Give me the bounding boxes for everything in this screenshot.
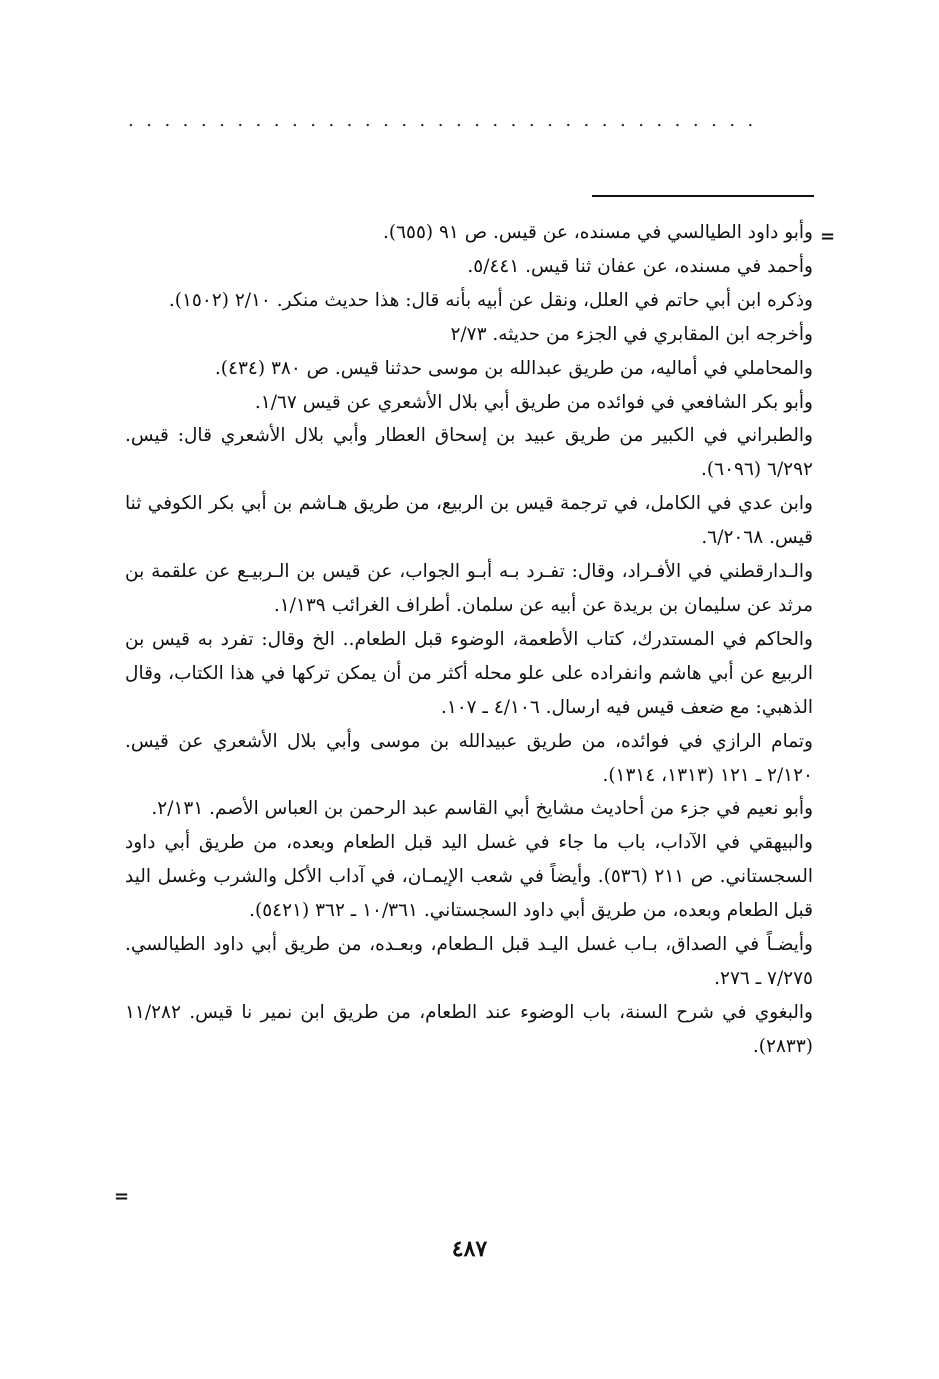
footnote-line: وأبو بكر الشافعي في فوائده من طريق أبي بلال الأشعري عن قيس ١/٦٧. xyxy=(254,391,813,413)
page-number: ٤٨٧ xyxy=(451,1236,488,1262)
footnote-line: وأخرجه ابن المقابري في الجزء من حديثه. ٢/٧٣ xyxy=(450,323,813,345)
footnote-line: والطبراني في الكبير من طريق عبيد بن إسحاق العطار وأبي بلال الأشعري قال: قيس. ٦/٢٩٢ (٦٠٩٦). xyxy=(125,425,813,481)
footnote-line: وأيضـاً في الصداق، بـاب غسل اليـد قبل الـطعام، وبعـده، من طريق أبي داود الطيالسي. ٧/٢٧٥ ـ ٢٧٦. xyxy=(125,934,813,989)
footnote-line: وذكره ابن أبي حاتم في العلل، ونقل عن أبيه بأنه قال: هذا حديث منكر. ٢/١٠ (١٥٠٢). xyxy=(168,289,813,311)
footnote-line: والحاكم في المستدرك، كتاب الأطعمة، الوضوء قبل الطعام.. الخ وقال: تفرد به قيس بن الربيع عن أبي هاشم وانفراده على علو محله أكثر من أن يمكن تركها في هذا الكتاب، وقال الذهبي: مع ضعف قيس فيه ارسال. ٤/١٠٦ ـ ١٠٧. xyxy=(125,628,813,718)
footnote-separator-rule xyxy=(592,195,814,197)
footnote-line: والمحاملي في أماليه، من طريق عبدالله بن موسى حدثنا قيس. ص ٣٨٠ (٤٣٤). xyxy=(214,357,813,379)
footnote-line: وتمام الرازي في فوائده، من طريق عبيدالله بن موسى وأبي بلال الأشعري عن قيس. ٢/١٢٠ ـ ١٢١ (١٣١٣، ١٣١٤). xyxy=(125,730,813,786)
footnote-line: وابن عدي في الكامل، في ترجمة قيس بن الربيع، من طريق هـاشم بن أبي بكر الكوفي ثنا قيس. ٦/٢٠٦٨. xyxy=(125,493,813,549)
footnote-line: والـدارقطني في الأفـراد، وقال: تفـرد بـه أبـو الجواب، عن قيس بن الـربيـع عن علقمة بن مرثد عن سليمان بن بريدة عن أبيه عن سلمان. أطراف الغرائب ١/١٣٩. xyxy=(125,561,813,616)
continuation-mark-bottom: = xyxy=(114,1186,130,1207)
footnotes-block xyxy=(125,216,813,1064)
footnote-line: وأحمد في مسنده، عن عفان ثنا قيس. ٥/٤٤١. xyxy=(467,255,813,277)
footnote-line: والبيهقي في الآداب، باب ما جاء في غسل اليد قبل الطعام وبعده، من طريق أبي داود السجستاني. ص ٢١١ (٥٣٦). وأيضاً في شعب الإيمـان، في آداب الأكل والشرب وغسل اليد قبل الطعام وبعده، من طريق أبي داود السجستاني. ١٠/٣٦١ ـ ٣٦٢ (٥٤٢١). xyxy=(125,832,814,922)
separator-dots: ................................... xyxy=(128,110,766,131)
footnote-line: والبغوي في شرح السنة، باب الوضوء عند الطعام، من طريق ابن نمير نا قيس. ١١/٢٨٢ (٢٨٣٣). xyxy=(125,1001,813,1057)
footnote-line: وأبو داود الطيالسي في مسنده، عن قيس. ص ٩١ (٦٥٥). xyxy=(382,222,813,243)
footnote-line: وأبو نعيم في جزء من أحاديث مشايخ أبي القاسم عبد الرحمن بن العباس الأصم. ٢/١٣١. xyxy=(151,798,813,820)
continuation-mark-top: = xyxy=(820,226,836,247)
